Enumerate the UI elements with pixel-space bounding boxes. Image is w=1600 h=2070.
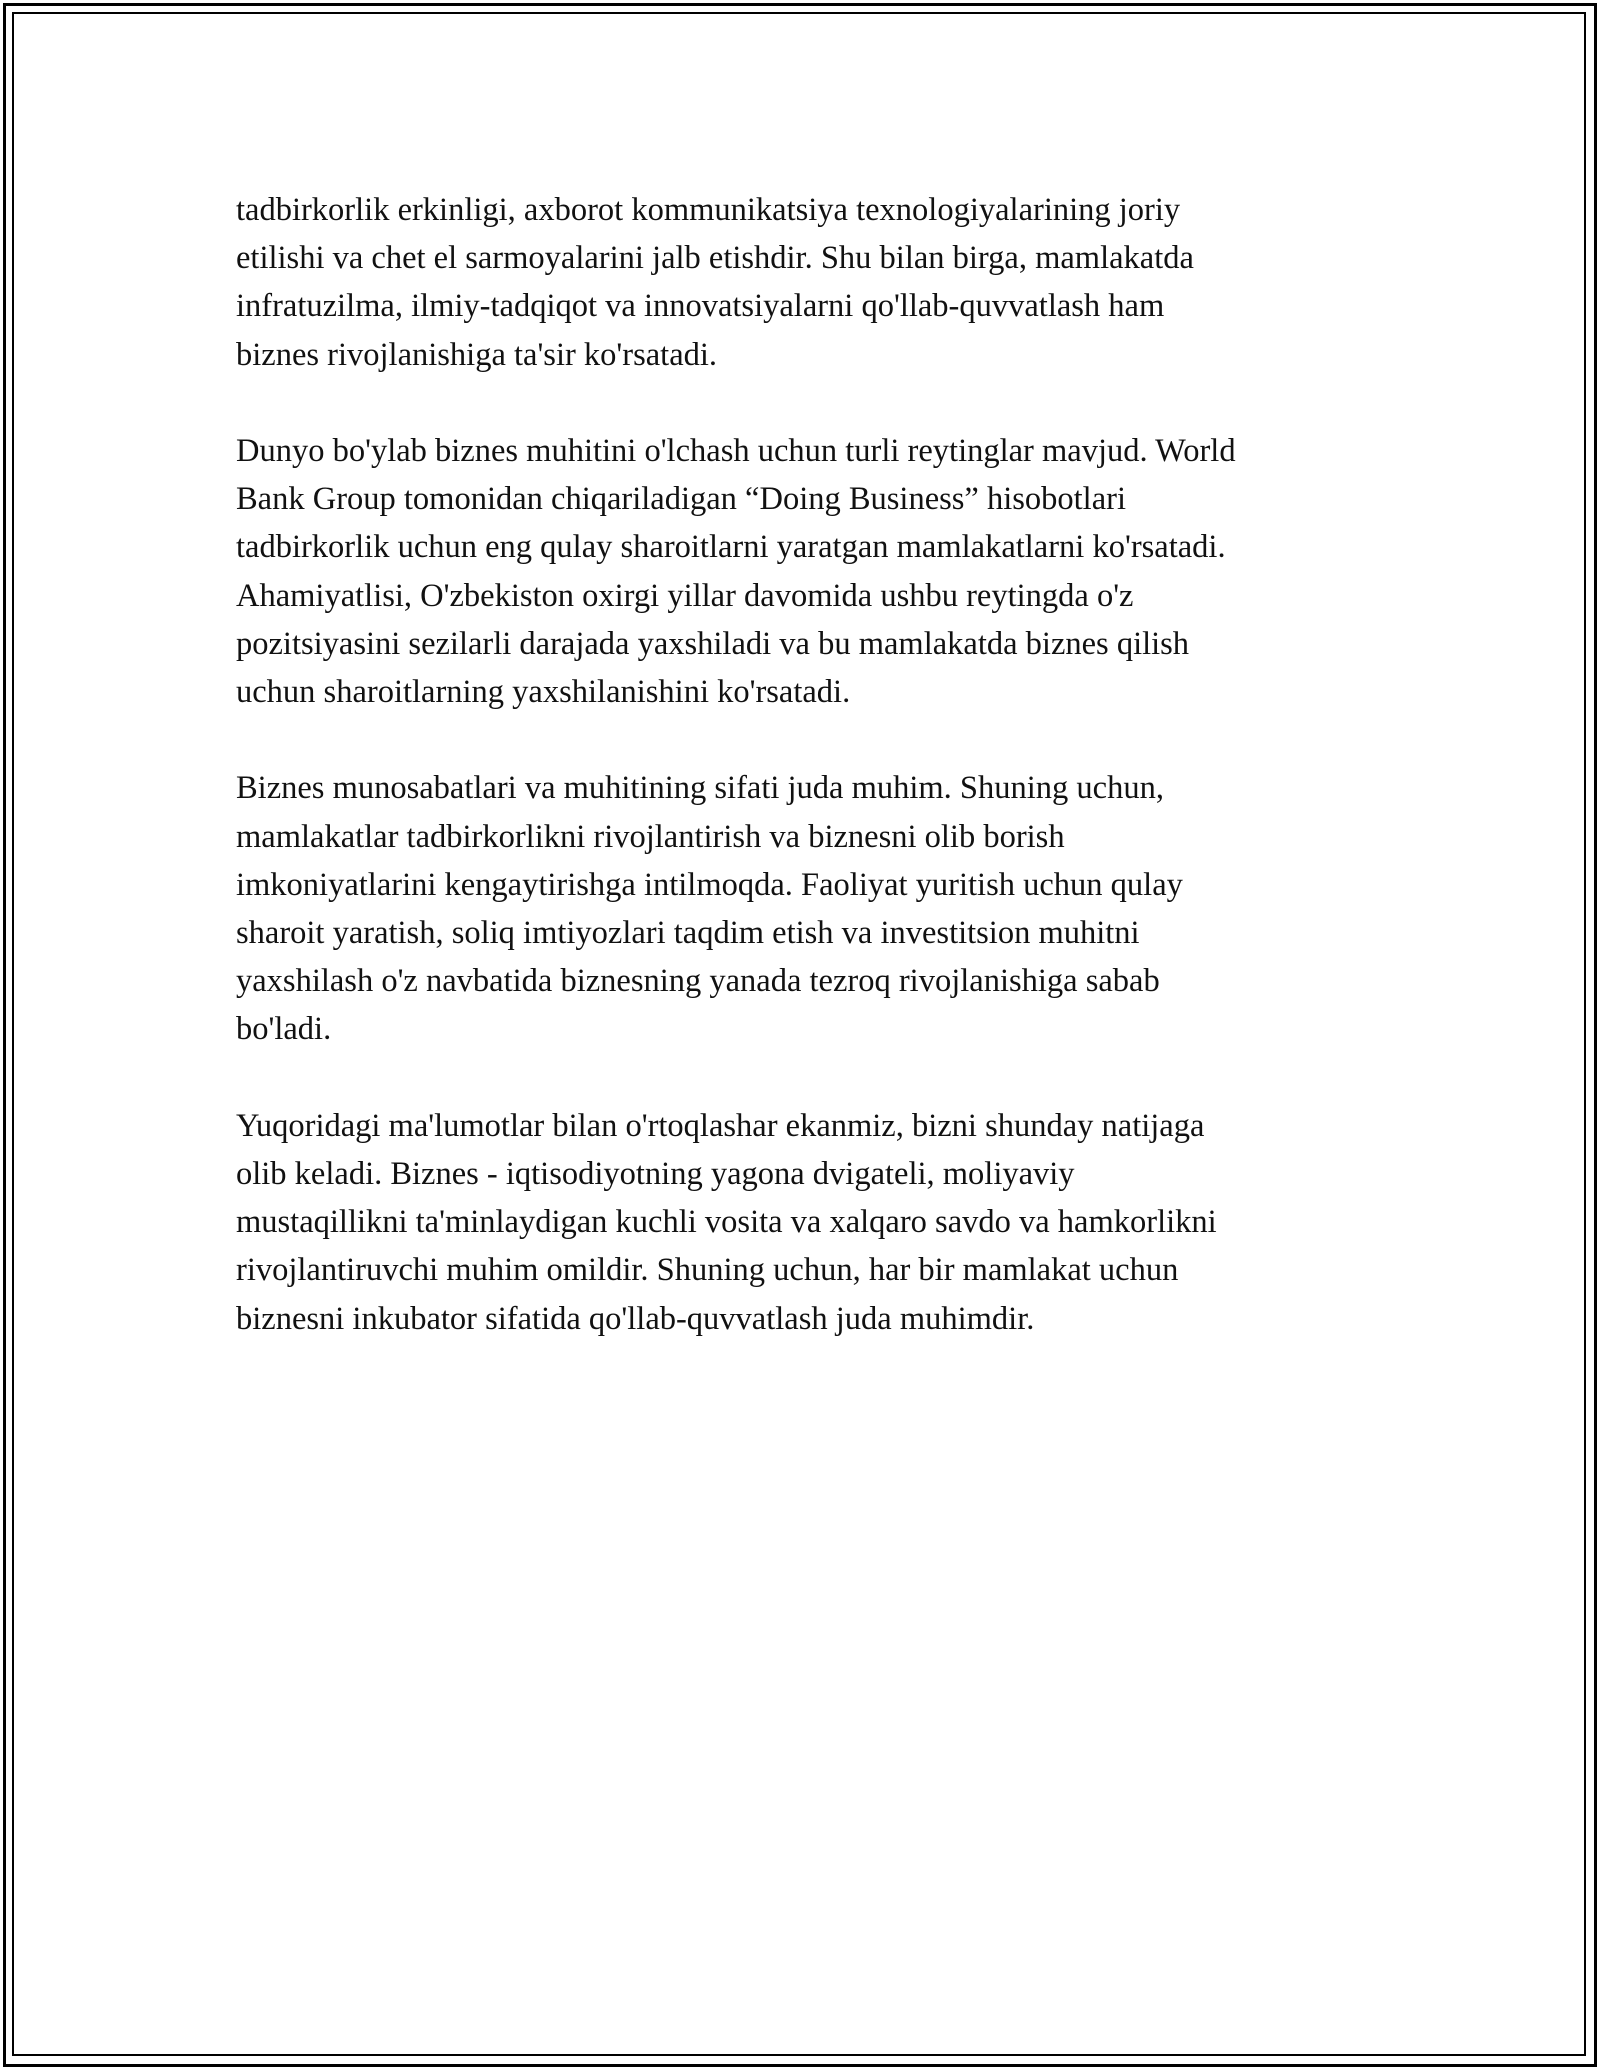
document-body — [236, 186, 1386, 1391]
text-line: etilishi va chet el sarmoyalarini jalb etishdir. Shu bilan birga, mamlakatda — [236, 240, 1194, 277]
text-line: uchun sharoitlarning yaxshilanishini ko'rsatadi. — [236, 674, 851, 711]
text-line: Ahamiyatlisi, O'zbekiston oxirgi yillar davomida ushbu reytingda o'z — [236, 577, 1134, 614]
text-line: rivojlantiruvchi muhim omildir. Shuning uchun, har bir mamlakat uchun — [236, 1252, 1179, 1289]
text-line: Biznes munosabatlari va muhitining sifati juda muhim. Shuning uchun, — [236, 770, 1164, 807]
text-line: biznesni inkubator sifatida qo'llab-quvvatlash juda muhimdir. — [236, 1300, 1035, 1337]
text-line: Bank Group tomonidan chiqariladigan “Doing Business” hisobotlari — [236, 481, 1126, 518]
text-line: bo'ladi. — [236, 1011, 332, 1048]
text-line: Yuqoridagi ma'lumotlar bilan o'rtoqlashar ekanmiz, bizni shunday natijaga — [236, 1107, 1205, 1144]
text-line: yaxshilash o'z navbatida biznesning yanada tezroq rivojlanishiga sabab — [236, 963, 1160, 1000]
paragraph-2 — [236, 427, 1386, 716]
text-line: tadbirkorlik erkinligi, axborot kommunikatsiya texnologiyalarining joriy — [236, 192, 1181, 228]
paragraph-1 — [236, 186, 1386, 379]
text-line: tadbirkorlik uchun eng qulay sharoitlarni yaratgan mamlakatlarni ko'rsatadi. — [236, 529, 1226, 566]
text-line: imkoniyatlarini kengaytirishga intilmoqda. Faoliyat yuritish uchun qulay — [236, 866, 1183, 903]
text-line: biznes rivojlanishiga ta'sir ko'rsatadi. — [236, 336, 718, 373]
text-line: sharoit yaratish, soliq imtiyozlari taqdim etish va investitsion muhitni — [236, 915, 1140, 952]
text-line: infratuzilma, ilmiy-tadqiqot va innovatsiyalarni qo'llab-quvvatlash ham — [236, 288, 1165, 325]
text-line: pozitsiyasini sezilarli darajada yaxshiladi va bu mamlakatda biznes qilish — [236, 625, 1190, 662]
text-line: mamlakatlar tadbirkorlikni rivojlantirish va biznesni olib borish — [236, 818, 1065, 855]
text-line: mustaqillikni ta'minlaydigan kuchli vosita va xalqaro savdo va hamkorlikni — [236, 1204, 1217, 1241]
text-line: olib keladi. Biznes - iqtisodiyotning yagona dvigateli, moliyaviy — [236, 1156, 1075, 1193]
paragraph-3 — [236, 764, 1386, 1053]
text-line: Dunyo bo'ylab biznes muhitini o'lchash uchun turli reytinglar mavjud. World — [236, 433, 1236, 469]
paragraph-4 — [236, 1102, 1386, 1343]
